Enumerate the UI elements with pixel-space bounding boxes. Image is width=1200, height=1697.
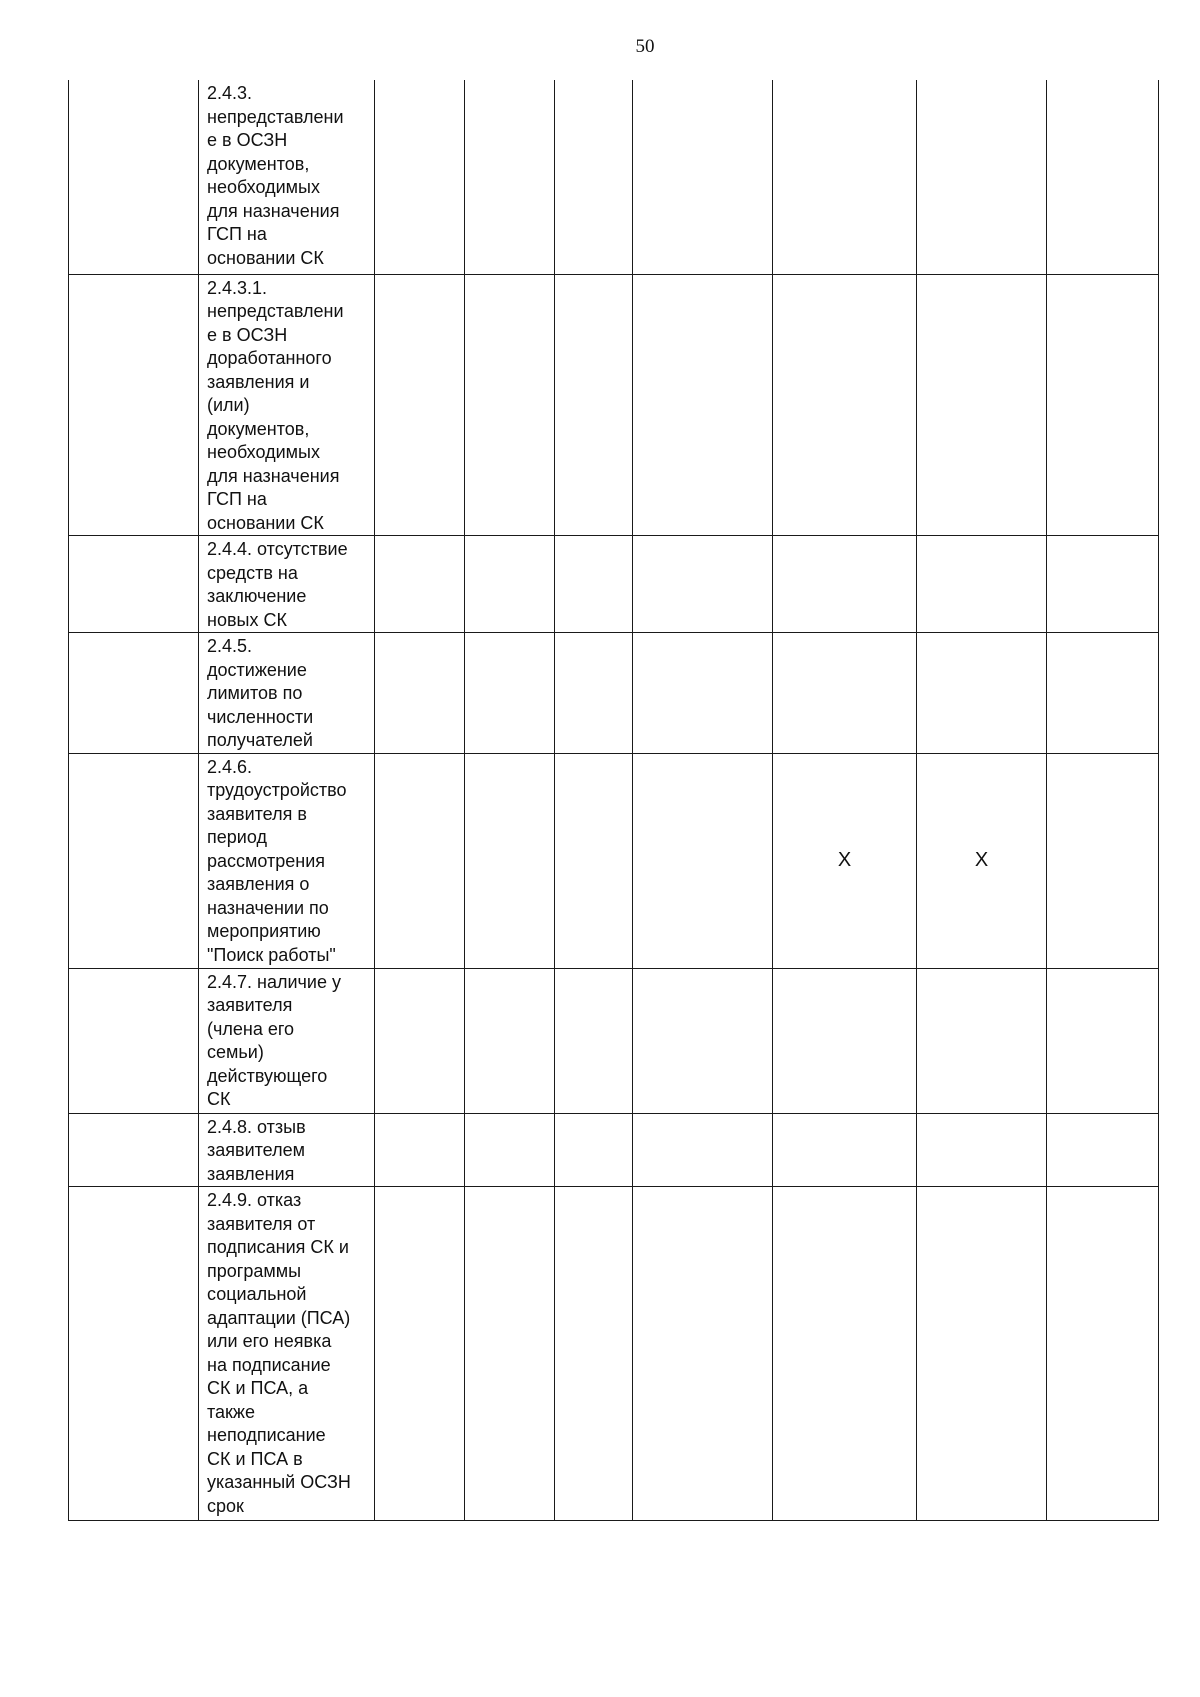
table-cell-empty [69,536,199,633]
table-cell-empty [1047,1187,1159,1521]
table-row [69,274,1159,536]
mark-cell: X [917,753,1047,968]
table-cell-empty [555,1113,633,1187]
table-cell-empty [375,80,465,274]
criterion-text: 2.4.6. трудоустройство заявителя в период рассмотрения заявления о назначении по мероприятию "Поиск работы" [199,753,375,968]
table-cell-empty [633,274,773,536]
table-cell-empty [633,753,773,968]
table-cell-empty [69,80,199,274]
table-cell-empty [773,1187,917,1521]
table-cell-empty [555,968,633,1113]
table-row [69,1113,1159,1187]
table-cell-empty [375,274,465,536]
table-cell-empty [375,753,465,968]
criteria-table [68,80,1159,1521]
table-row [69,536,1159,633]
table-cell-empty [1047,536,1159,633]
page-number: 50 [635,36,655,57]
criterion-text: 2.4.3. непредставлени е в ОСЗН документов, необходимых для назначения ГСП на основании СК [199,80,375,274]
table-cell-empty [555,1187,633,1521]
table-cell-empty [1047,274,1159,536]
table-cell-empty [555,753,633,968]
table-cell-empty [1047,80,1159,274]
table-cell-empty [69,1113,199,1187]
table-cell-empty [917,274,1047,536]
table-cell-empty [375,1187,465,1521]
table-cell-empty [69,968,199,1113]
table-cell-empty [773,1113,917,1187]
table-cell-empty [69,633,199,754]
table-cell-empty [69,274,199,536]
table-cell-empty [917,80,1047,274]
table-row [69,968,1159,1113]
table-cell-empty [465,80,555,274]
table-cell-empty [917,1187,1047,1521]
table-cell-empty [555,633,633,754]
table-cell-empty [1047,633,1159,754]
table-cell-empty [773,633,917,754]
table-cell-empty [917,536,1047,633]
table-cell-empty [465,1187,555,1521]
table-cell-empty [465,1113,555,1187]
mark-cell: X [773,753,917,968]
table-cell-empty [917,1113,1047,1187]
table-cell-empty [465,633,555,754]
criterion-text: 2.4.8. отзыв заявителем заявления [199,1113,375,1187]
table-cell-empty [633,536,773,633]
table-row [69,80,1159,274]
table-row [69,753,1159,968]
table-cell-empty [773,80,917,274]
table-cell-empty [633,968,773,1113]
table-cell-empty [69,753,199,968]
criterion-text: 2.4.9. отказ заявителя от подписания СК и программы социальной адаптации (ПСА) или его неявка на подписание СК и ПСА, а также неподписание СК и ПСА в указанный ОСЗН срок [199,1187,375,1521]
table-cell-empty [633,1187,773,1521]
table-cell-empty [1047,1113,1159,1187]
table-cell-empty [69,1187,199,1521]
table-cell-empty [773,536,917,633]
table-cell-empty [465,753,555,968]
table-cell-empty [375,536,465,633]
table-cell-empty [633,80,773,274]
criterion-text: 2.4.3.1. непредставлени е в ОСЗН доработанного заявления и (или) документов, необходимых для назначения ГСП на основании СК [199,274,375,536]
table-cell-empty [555,80,633,274]
table-cell-empty [555,274,633,536]
criterion-text: 2.4.7. наличие у заявителя (члена его семьи) действующего СК [199,968,375,1113]
table-cell-empty [773,274,917,536]
table-cell-empty [465,968,555,1113]
table-cell-empty [465,274,555,536]
table-cell-empty [555,536,633,633]
table-cell-empty [1047,968,1159,1113]
table-cell-empty [375,968,465,1113]
table-cell-empty [633,633,773,754]
table-cell-empty [465,536,555,633]
table-cell-empty [773,968,917,1113]
criterion-text: 2.4.4. отсутствие средств на заключение новых СК [199,536,375,633]
table-row [69,633,1159,754]
table-cell-empty [917,968,1047,1113]
table-cell-empty [375,1113,465,1187]
table-cell-empty [917,633,1047,754]
criterion-text: 2.4.5. достижение лимитов по численности получателей [199,633,375,754]
table-cell-empty [375,633,465,754]
table-cell-empty [1047,753,1159,968]
table-cell-empty [633,1113,773,1187]
table-row [69,1187,1159,1521]
